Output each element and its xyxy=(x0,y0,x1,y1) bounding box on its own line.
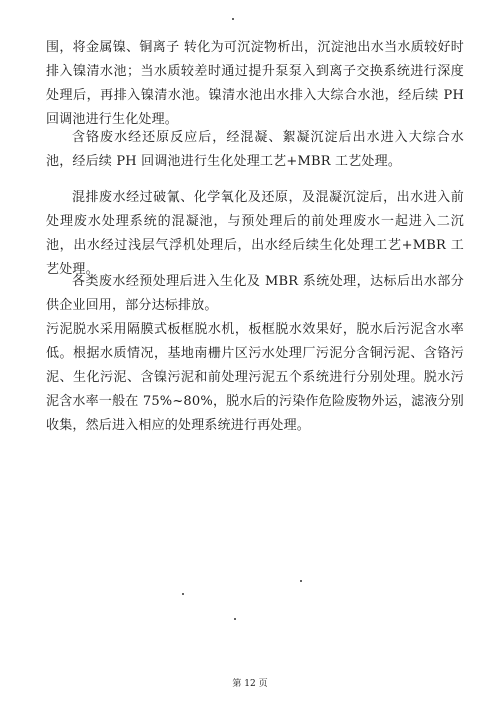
scan-speck xyxy=(182,593,184,595)
paragraph-mixed-wastewater: 混排废水经过破氰、化学氧化及还原，及混凝沉淀后，出水进入前处理废水处理系统的混凝池，与预处理后的前处理废水一起进入二沉池，出水经过浅层气浮机处理后，出水经后续生化处理工艺+MBR 工艺处理。 xyxy=(46,190,464,277)
paragraph-sludge-dewatering: 污泥脱水采用隔膜式板框脱水机，板框脱水效果好，脱水后污泥含水率低。根据水质情况，基地南栅片区污水处理厂污泥分含铜污泥、含铬污泥、生化污泥、含镍污泥和前处理污泥五个系统进行分别处理。脱水污泥含水率一般在 75%~80%，脱水后的污染作危险废物外运，滤液分别收集，然后进入相应的处理系统进行再处理。 xyxy=(46,322,464,433)
paragraph-nickel-treatment: 围，将金属镍、铜离子 转化为可沉淀物析出，沉淀池出水当水质较好时排入镍清水池；当水质较差时通过提升泵泵入到离子交换系统进行深度处理后，再排入镍清水池。镍清水池出水排入大综合水池，经后续 PH 回调池进行生化处理。 xyxy=(46,40,464,127)
paragraph-mbr-treatment: 各类废水经预处理后进入生化及 MBR 系统处理，达标后出水部分供企业回用，部分达标排放。 xyxy=(46,274,464,313)
scan-speck xyxy=(232,18,234,20)
paragraph-chromium-wastewater: 含铬废水经还原反应后，经混凝、絮凝沉淀后出水进入大综合水池，经后续 PH 回调池进行生化处理工艺+MBR 工艺处理。 xyxy=(46,130,464,169)
scan-speck xyxy=(234,618,236,620)
page-number: 第 12 页 xyxy=(232,679,268,689)
scan-speck xyxy=(300,580,302,582)
